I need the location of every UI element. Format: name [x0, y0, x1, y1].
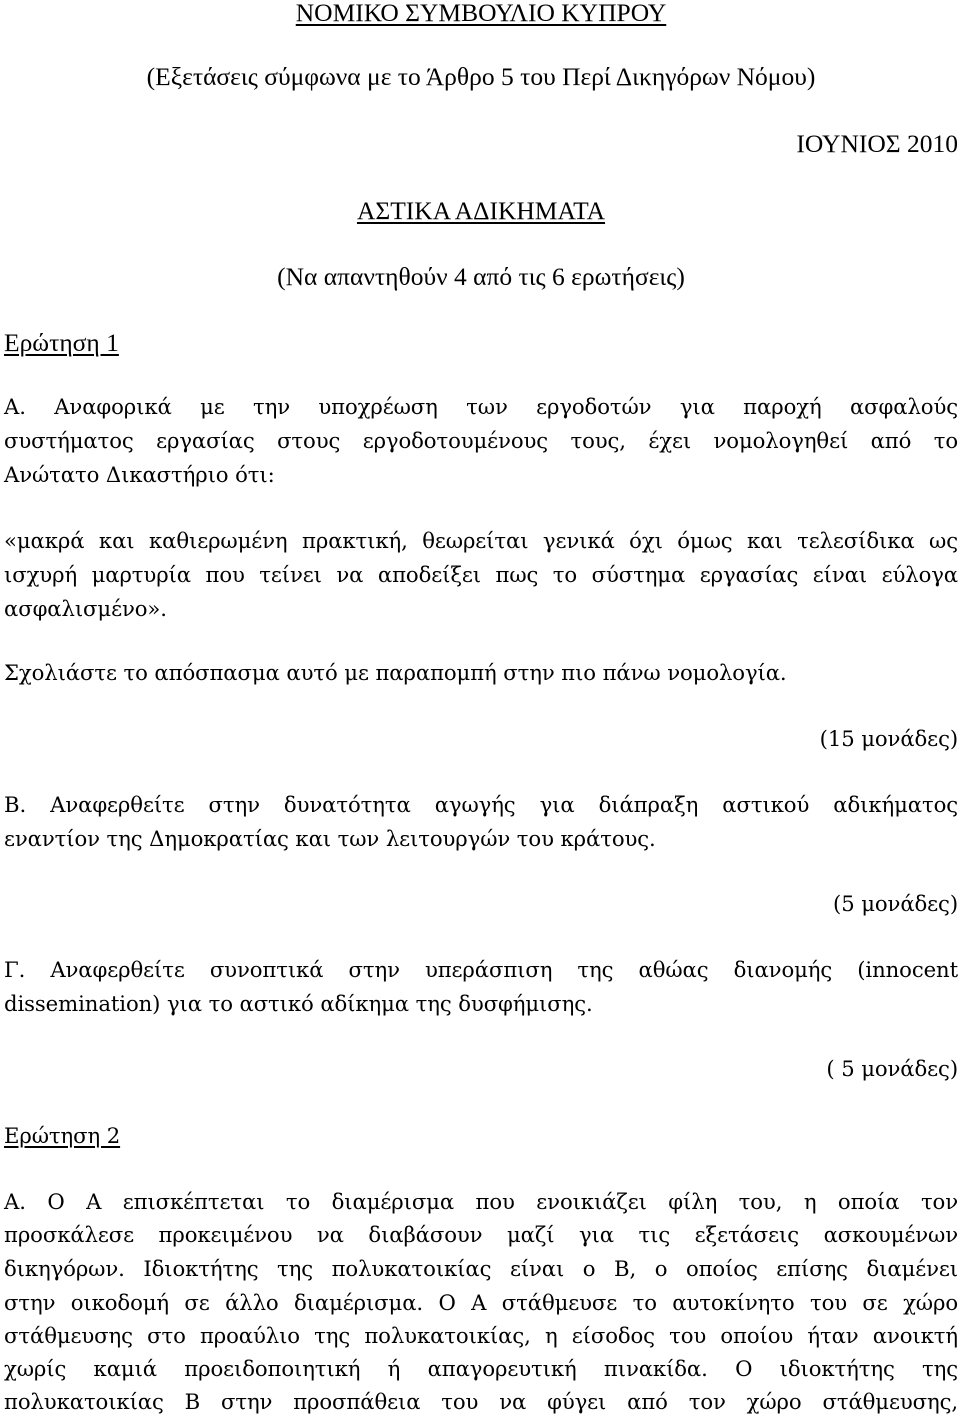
q1-b-line-1: Β. Αναφερθείτε στην δυνατότητα αγωγής για διάπραξη αστικού αδικήματος [4, 792, 958, 817]
q1-a-marks: (15 μονάδες) [819, 726, 958, 751]
q1-a-line-1: Α. Αναφορικά με την υποχρέωση των εργοδοτών για παροχή ασφαλούς [4, 394, 958, 419]
q1-b-marks: (5 μονάδες) [833, 891, 958, 916]
q1-c-line-2: dissemination) για το αστικό αδίκημα της δυσφήμισης. [4, 991, 593, 1016]
q1-a-line-3: Ανώτατο Δικαστήριο ότι: [4, 462, 275, 487]
q1-a-task: Σχολιάστε το απόσπασμα αυτό με παραπομπή στην πιο πάνω νομολογία. [4, 660, 787, 685]
q2-a-line-3: δικηγόρων. Ιδιοκτήτης της πολυκατοικίας είναι ο Β, ο οποίος επίσης διαμένει [4, 1256, 958, 1281]
q2-a-line-7: πολυκατοικίας Β στην προσπάθεια του να φύγει από τον χώρο στάθμευσης, [4, 1389, 958, 1414]
q2-a-line-1: Α. Ο Α επισκέπτεται το διαμέρισμα που ενοικιάζει φίλη του, η οποία τον [4, 1189, 958, 1214]
instructions: (Να απαντηθούν 4 από τις 6 ερωτήσεις) [277, 262, 685, 291]
q1-c-marks: ( 5 μονάδες) [826, 1056, 958, 1081]
q2-a-line-2: προσκάλεσε προκειμένου να διαβάσουν μαζί για τις εξετάσεις ασκουμένων [4, 1222, 958, 1247]
council-title: ΝΟΜΙΚΟ ΣΥΜΒΟΥΛΙΟ ΚΥΠΡΟΥ [295, 0, 667, 27]
exam-subtitle: (Εξετάσεις σύμφωνα με το Άρθρο 5 του Περί Δικηγόρων Νόμου) [146, 62, 816, 91]
q1-c-line-1: Γ. Αναφερθείτε συνοπτικά στην υπεράσπιση της αθώας διανομής (innocent [4, 957, 958, 982]
q1-a-line-2: συστήματος εργασίας στους εργοδοτουμένους τους, έχει νομολογηθεί από το [4, 428, 958, 453]
question-2-heading: Ερώτηση 2 [4, 1123, 121, 1148]
q2-a-line-5: στάθμευσης στο προαύλιο της πολυκατοικίας, η είσοδος του οποίου ήταν ανοικτή [4, 1323, 958, 1348]
exam-date: ΙΟΥΝΙΟΣ 2010 [796, 129, 958, 158]
subject-title: ΑΣΤΙΚΑ ΑΔΙΚΗΜΑΤΑ [356, 196, 606, 225]
q2-a-line-4: στην οικοδομή σε άλλο διαμέρισμα. Ο Α στάθμευσε το αυτοκίνητο του σε χώρο [4, 1290, 958, 1315]
q1-quote-line-1: «μακρά και καθιερωμένη πρακτική, θεωρείται γενικά όχι όμως και τελεσίδικα ως [4, 528, 958, 553]
q1-b-line-2: εναντίον της Δημοκρατίας και των λειτουργών του κράτους. [4, 826, 656, 851]
q1-quote-line-3: ασφαλισμένο». [4, 596, 167, 621]
q2-a-line-6: χωρίς καμιά προειδοποιητική ή απαγορευτική πινακίδα. Ο ιδιοκτήτης της [4, 1356, 958, 1381]
question-1-heading: Ερώτηση 1 [4, 328, 119, 357]
q1-quote-line-2: ισχυρή μαρτυρία που τείνει να αποδείξει πως το σύστημα εργασίας είναι εύλογα [4, 562, 958, 587]
